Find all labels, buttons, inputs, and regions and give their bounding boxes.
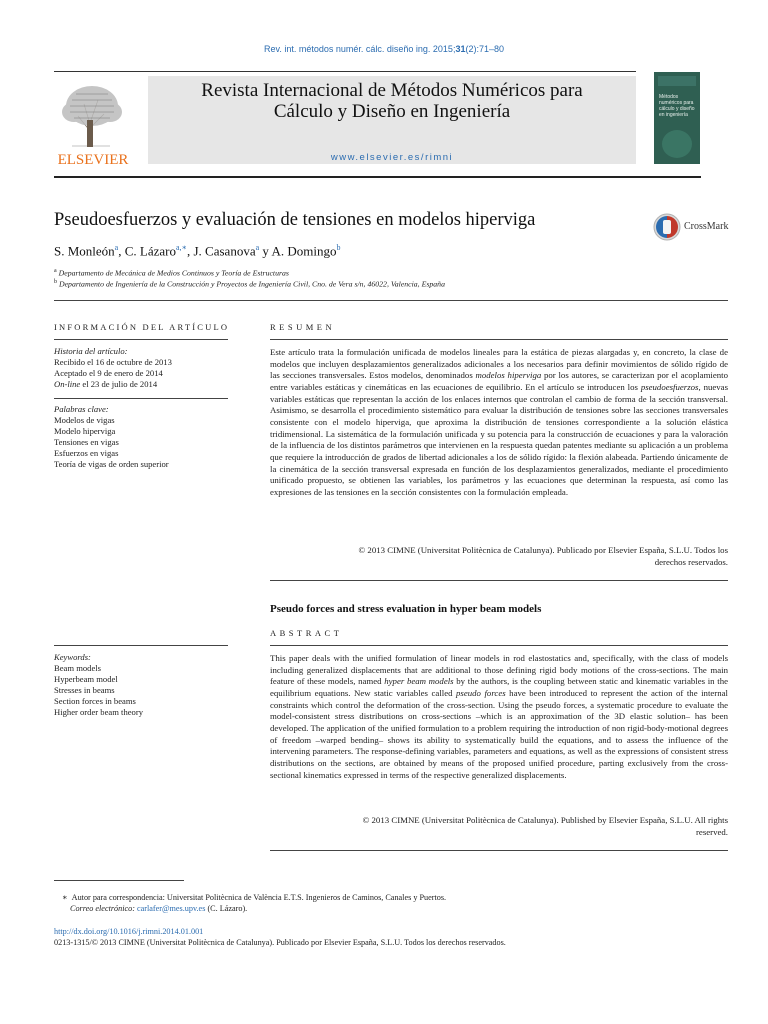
corresponding-author-note [62, 892, 702, 903]
crossmark-label: CrossMark [684, 221, 729, 232]
journal-citation [0, 44, 768, 54]
doi-link[interactable]: http://dx.doi.org/10.1016/j.rimni.2014.01.001 [54, 927, 204, 936]
keyword: Teoría de vigas de orden superior [54, 459, 169, 469]
author-affil-link[interactable]: a [114, 243, 119, 252]
keyword: Esfuerzos en vigas [54, 448, 119, 458]
author-separator: , [118, 243, 125, 259]
journal-title-line1: Revista Internacional de Métodos Numéricos para [201, 80, 583, 101]
resumen-end-rule [270, 580, 728, 581]
keywords-label: Keywords: [54, 652, 91, 662]
history-received: Recibido el 16 de octubre de 2013 [54, 357, 172, 367]
resumen-emphasis: modelos hiperviga [475, 370, 542, 381]
resumen-rule [270, 339, 728, 340]
history-label: Historia del artículo: [54, 346, 128, 356]
email-link[interactable]: carlafer@mes.upv.es [137, 904, 206, 913]
abstract-emphasis: hyper beam models [384, 676, 454, 687]
cover-graphic [662, 130, 692, 158]
issn-copyright-line: 0213-1315/© 2013 CIMNE (Universitat Politècnica de Catalunya). Publicado por Elsevier España, S.L.U. Todos los derechos reservados. [54, 938, 506, 947]
affiliation-marker: a [54, 268, 57, 274]
history-accepted: Aceptado el 9 de enero de 2014 [54, 368, 163, 378]
abstract-body [270, 653, 728, 781]
keyword: Higher order beam theory [54, 707, 144, 717]
citation-volume: 31 [455, 44, 466, 54]
english-title: Pseudo forces and stress evaluation in hyper beam models [270, 603, 542, 615]
keyword: Modelos de vigas [54, 415, 115, 425]
journal-title-line2: Cálculo y Diseño en Ingeniería [273, 101, 511, 122]
footnote-rule [54, 880, 184, 881]
author-affil-link[interactable]: a [255, 243, 260, 252]
journal-title [148, 80, 636, 122]
author-name: A. Domingo [271, 243, 337, 259]
keyword: Hyperbeam model [54, 674, 118, 684]
header-top-rule [54, 71, 636, 72]
keyword: Modelo hiperviga [54, 426, 116, 436]
email-label: Correo electrónico: [70, 904, 135, 913]
resumen-body [270, 347, 728, 499]
author-name: C. Lázaro [124, 243, 176, 259]
affiliation-b [54, 279, 445, 289]
footnote-marker: ∗ [62, 893, 68, 902]
author-separator: , [187, 243, 194, 259]
cover-banner [658, 76, 696, 86]
email-suffix: (C. Lázaro). [205, 904, 248, 913]
keywords-rule [54, 398, 228, 399]
abstract-heading: ABSTRACT [270, 628, 343, 638]
resumen-emphasis: pseudoesfuerzos [640, 381, 699, 392]
keywords-en-rule [54, 645, 228, 646]
abstract-text: by the authors, is the coupling between static and kinematic variables in the equilibrium equations. New static variables called [270, 676, 729, 698]
resumen-heading: RESUMEN [270, 322, 336, 332]
abstract-rule [270, 645, 728, 646]
author-name: J. Casanova [193, 243, 256, 259]
abstract-copyright: © 2013 CIMNE (Universitat Politècnica de Catalunya). Published by Elsevier España, S.L.U. All rights reserved. [362, 815, 728, 837]
article-title: Pseudoesfuerzos y evaluación de tensiones en modelos hiperviga [54, 210, 536, 230]
abstract-text: This paper deals with the unified formulation of linear models in rod elastostatics and, specifically, with the class of models including generalized displacements that are additional to those defining rigid body motions of the cross-sections. The main feature of these models, named [270, 653, 728, 687]
email-note [70, 903, 710, 914]
abstract-end-rule [270, 850, 728, 851]
crossmark-icon [652, 212, 682, 242]
author-name: S. Monleón [54, 243, 115, 259]
keywords-es [54, 404, 234, 470]
keyword: Tensiones en vigas [54, 437, 119, 447]
history-online-date: el 23 de julio de 2014 [80, 379, 158, 389]
article-info-heading: INFORMACIÓN DEL ARTÍCULO [54, 322, 230, 332]
keyword: Beam models [54, 663, 102, 673]
article-history [54, 346, 234, 390]
keywords-label: Palabras clave: [54, 404, 109, 414]
section-divider [54, 300, 728, 301]
keywords-en [54, 652, 234, 718]
elsevier-logo [50, 76, 136, 166]
author-affil-link[interactable]: b [336, 243, 341, 252]
elsevier-tree-icon [50, 76, 136, 166]
affiliation-text: Departamento de Ingeniería de la Construcción y Proyectos de Ingeniería Civil, Cno. de Vera s/n, 46022, Valencia, España [58, 279, 445, 289]
abstract-text: have been introduced to represent the action of the internal constraints which control the deformation of the cross-section. Using the pseudo forces, a systematic procedure to evaluate the model-consistent stress distributions on cross-sections –which is an approximation of the 3D elastic solution– has been developed. The application of the unified formulation to a problem requiring the introduction of non rigid-body-motional degrees of freedom –warped bending– shows its ability to systematically build the equations, and to assess the influence of the intervening parameters. The response-defining variables, parameters and equations, as well as the expressions of consistent stress distributions on the sections, are obtained by means of the proposed unified procedure, parting exclusively from the cross-sectional kinematics expressed in terms of the respective generalized displacements. [270, 687, 728, 780]
keyword: Stresses in beams [54, 685, 115, 695]
crossmark-button[interactable] [652, 212, 728, 242]
history-online-label: On-line [54, 379, 81, 389]
citation-prefix: Rev. int. métodos numér. cálc. diseño ing. 2015; [264, 44, 456, 54]
journal-url-link[interactable]: www.elsevier.es/rimni [330, 152, 454, 163]
article-info-rule [54, 339, 228, 340]
resumen-text: por los autores, se caracterizan por el acoplamiento entre variables estáticas y cinemáticas en las ecuaciones de equilibrio. En el artículo se introducen los [270, 370, 729, 392]
affiliation-text: Departamento de Mecánica de Medios Continuos y Teoría de Estructuras [58, 268, 289, 278]
journal-cover-image [654, 72, 700, 164]
resumen-text: Este artículo trata la formulación unificada de modelos lineales para la estática de piezas alargadas y, en concreto, la clase de modelos que incluyen desplazamientos generalizados adicionales a los necesarios para definir movimientos de sólido rígido de las secciones transversales. Estos modelos, denominados [270, 347, 728, 381]
elsevier-wordmark: ELSEVIER [57, 152, 129, 166]
resumen-text: , nuevas variables estáticas que representan la acción de los enlaces internos que controlan el cambio de forma de la sección transversal. Asimismo, se desarrolla el procedimiento sistemático para evaluar la distribución de tensiones sobre las secciones transversales consistente con el modelo hiperviga, que aproxima la distribución de tensiones correspondiente a la solución elástica tridimensional. La sistemática de la formulación unificada y su potencia para la construcción de ecuaciones y para la valoración de la influencia de los distintos parámetros que intervienen en la respuesta quedan patentes mediante su aplicación a un problema que requiere la introducción de grados de libertad adicionales a los de sólido rígido: la flexión alabeada. Partiendo únicamente de la cinemática de la sección transversal expresada en función de los desplazamientos generalizados, mediante el procedimiento unificado propuesto, se obtienen las variables, los parámetros y las ecuaciones que determinan la respuesta, así como las expresiones de las tensiones en la sección consistentes con la formulación empleada. [270, 381, 728, 497]
corresponding-text: Autor para correspondencia: Universitat Politècnica de València E.T.S. Ingenieros de Caminos, Canales y Puertos. [71, 893, 447, 902]
keyword: Section forces in beams [54, 696, 136, 706]
citation-pages: (2):71–80 [465, 44, 504, 54]
author-separator: y [259, 243, 272, 259]
abstract-emphasis: pseudo forces [456, 687, 506, 698]
affiliation-a [54, 268, 289, 278]
cover-title: Métodos numéricos para cálculo y diseño en ingeniería [659, 94, 695, 118]
author-affil-link[interactable]: a,∗ [176, 243, 187, 252]
author-list [54, 243, 340, 259]
header-bottom-rule [54, 176, 701, 178]
affiliation-marker: b [54, 279, 57, 285]
resumen-copyright: © 2013 CIMNE (Universitat Politècnica de Catalunya). Publicado por Elsevier España, S.L.U. Todos los derechos reservados. [358, 545, 728, 567]
